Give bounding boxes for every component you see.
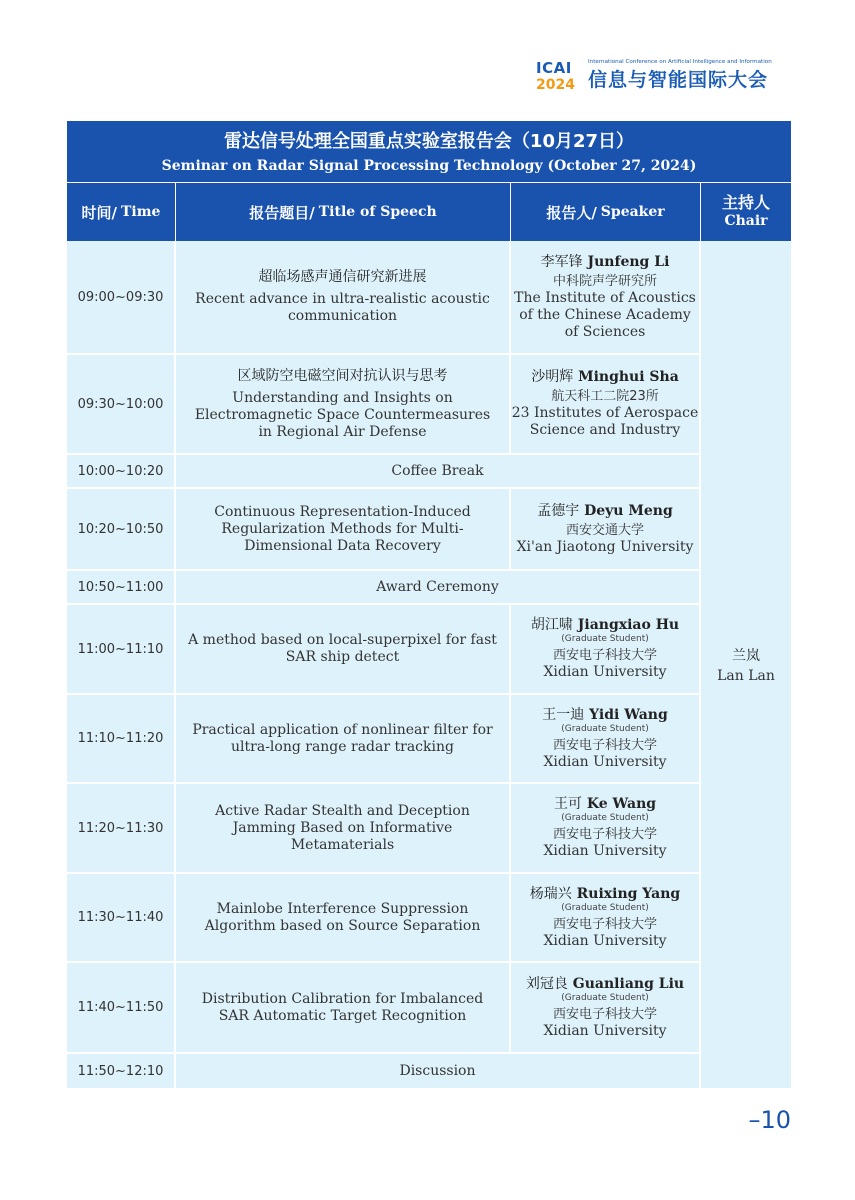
time-cell: 10:00~10:20 (67, 455, 176, 487)
speaker-org-en: Xi'an Jiaotong University (516, 538, 694, 555)
speaker-org-en: Xidian University (543, 932, 667, 949)
speaker-cell (511, 489, 701, 569)
logo-chinese-name: 信息与智能国际大会 (588, 69, 769, 91)
speaker-name (541, 254, 670, 271)
header-title (176, 183, 511, 241)
speaker-name (530, 886, 680, 903)
speaker-name-en: Junfeng Li (587, 253, 670, 270)
speaker-cell (511, 605, 701, 693)
speaker-name-cn: 沙明辉 (531, 369, 574, 385)
time-cell: 11:10~11:20 (67, 695, 176, 782)
speaker-name-en: Minghui Sha (578, 369, 679, 385)
title-cell (176, 695, 511, 782)
speaker-name-cn: 孟德宇 (537, 502, 580, 519)
table-row (67, 1054, 701, 1088)
speaker-name-cn: 李军锋 (540, 253, 583, 270)
speaker-org-cn: 西安交通大学 (565, 522, 644, 538)
speaker-org-en: Xidian University (543, 664, 667, 680)
speaker-name-cn: 王一迪 (542, 706, 585, 723)
break-cell: Coffee Break (176, 455, 701, 487)
header-time-cn: 时间/ (81, 203, 117, 222)
time-cell: 10:20~10:50 (67, 489, 176, 569)
speaker-name (542, 707, 667, 724)
speaker-cell (511, 784, 701, 872)
time-cell: 09:00~09:30 (67, 241, 176, 353)
table-row (67, 605, 701, 695)
time-cell: 11:00~11:10 (67, 605, 176, 693)
speaker-name-cn: 刘冠良 (525, 975, 568, 992)
time-cell: 11:50~12:10 (67, 1054, 176, 1088)
speaker-cell (511, 963, 701, 1052)
time-cell: 09:30~10:00 (67, 355, 176, 453)
table-row (67, 784, 701, 874)
header-speaker-cn: 报告人/ (546, 203, 597, 222)
speaker-note: (Graduate Student) (561, 813, 649, 823)
speaker-org-en: Xidian University (543, 753, 667, 770)
speaker-note: (Graduate Student) (561, 992, 649, 1003)
speaker-name (531, 369, 679, 386)
title-en: Continuous Representation-Induced Regularization Methods for Multi-Dimensional Data Recovery (214, 503, 471, 554)
chair-cell (701, 241, 791, 1088)
chair-name-en: Lan Lan (717, 668, 775, 684)
header-speaker-en: Speaker (600, 204, 665, 220)
speaker-cell (511, 695, 701, 782)
header-chair-cn: 主持人 (721, 193, 770, 212)
header-speaker (511, 183, 701, 241)
speaker-cell (511, 874, 701, 961)
title-cell (176, 874, 511, 961)
speaker-name-en: Ruixing Yang (576, 885, 681, 902)
speaker-cell (511, 241, 701, 353)
speaker-org-en: The Institute of Acoustics of the Chinese Academy of Sciences (514, 289, 696, 340)
title-en: Recent advance in ultra-realistic acoustic communication (195, 291, 490, 324)
logo-year-text: 2024 (536, 77, 575, 93)
logo-icai-text: ICAI (536, 59, 572, 77)
table-banner (67, 121, 791, 183)
table-row (67, 874, 701, 963)
time-cell: 11:30~11:40 (67, 874, 176, 961)
speaker-name (531, 617, 679, 634)
title-en: A method based on local-superpixel for fast SAR ship detect (188, 632, 497, 665)
speaker-name-cn: 杨瑞兴 (529, 885, 572, 902)
table-row (67, 571, 701, 605)
speaker-org-cn: 西安电子科技大学 (552, 737, 657, 753)
title-cell (176, 963, 511, 1052)
table-rows (67, 241, 701, 1088)
table-row (67, 695, 701, 784)
table-row (67, 355, 701, 455)
table-row (67, 489, 701, 571)
table-row (67, 455, 701, 489)
speaker-org-cn: 航天科工二院23所 (551, 389, 659, 404)
table-row (67, 963, 701, 1054)
speaker-name (554, 796, 656, 813)
speaker-org-cn: 西安电子科技大学 (552, 1006, 657, 1022)
page-number: –10 (748, 1106, 791, 1134)
speaker-note: (Graduate Student) (561, 723, 649, 734)
header-time-en: Time (121, 204, 161, 220)
speaker-name-cn: 王可 (553, 796, 582, 812)
title-cn: 区域防空电磁空间对抗认识与思考 (237, 367, 448, 384)
header-chair-en: Chair (724, 213, 768, 229)
speaker-name-en: Guanliang Liu (572, 975, 685, 992)
title-en: Active Radar Stealth and Deception Jamming Based on Informative Metamaterials (215, 802, 470, 853)
title-cell (176, 355, 511, 453)
title-cell (176, 605, 511, 693)
speaker-org-cn: 西安电子科技大学 (552, 827, 657, 842)
time-cell: 10:50~11:00 (67, 571, 176, 603)
table-body (67, 241, 791, 1088)
speaker-org-en: 23 Institutes of Aerospace Science and Industry (511, 405, 699, 438)
banner-title-en: Seminar on Radar Signal Processing Technology (October 27, 2024) (161, 158, 697, 174)
title-en: Mainlobe Interference Suppression Algorithm based on Source Separation (204, 900, 481, 934)
discussion-cell: Discussion (176, 1054, 701, 1088)
title-en: Distribution Calibration for Imbalanced SAR Automatic Target Recognition (201, 990, 484, 1024)
speaker-note: (Graduate Student) (561, 634, 649, 644)
table-row (67, 241, 701, 355)
header-chair (701, 183, 791, 241)
speaker-name-en: Deyu Meng (584, 502, 673, 519)
speaker-org-cn: 西安电子科技大学 (552, 916, 657, 932)
speaker-org-cn: 西安电子科技大学 (552, 648, 657, 663)
title-cell (176, 489, 511, 569)
table-header-row (67, 183, 791, 241)
title-cell (176, 784, 511, 872)
title-en: Practical application of nonlinear filter for ultra-long range radar tracking (192, 721, 493, 755)
banner-title-cn: 雷达信号处理全国重点实验室报告会（10月27日） (223, 131, 635, 152)
conference-logo (536, 58, 796, 100)
logo-english-name: International Conference on Artificial Intelligence and Information (588, 59, 772, 65)
header-time (67, 183, 176, 241)
title-en: Understanding and Insights on Electromagnetic Space Countermeasures in Regional Air Defense (194, 389, 491, 440)
time-cell: 11:40~11:50 (67, 963, 176, 1052)
speaker-name-en: Jiangxiao Hu (577, 617, 680, 633)
speaker-org-en: Xidian University (543, 1022, 667, 1039)
speaker-cell (511, 355, 701, 453)
speaker-name-en: Yidi Wang (589, 706, 668, 723)
header-title-cn: 报告题目/ (249, 203, 315, 222)
speaker-org-en: Xidian University (543, 843, 667, 859)
ceremony-cell: Award Ceremony (176, 571, 701, 603)
speaker-name (526, 976, 684, 993)
title-cn: 超临场感声通信研究新进展 (258, 269, 427, 285)
speaker-name-en: Ke Wang (586, 796, 657, 812)
title-cell (176, 241, 511, 353)
time-cell: 11:20~11:30 (67, 784, 176, 872)
header-title-en: Title of Speech (318, 204, 437, 220)
speaker-name-cn: 胡江啸 (530, 617, 573, 633)
chair-name-cn: 兰岚 (732, 648, 760, 664)
schedule-table (67, 121, 791, 1088)
speaker-note: (Graduate Student) (561, 902, 649, 913)
speaker-org-cn: 中科院声学研究所 (552, 273, 657, 289)
speaker-name (537, 503, 672, 520)
